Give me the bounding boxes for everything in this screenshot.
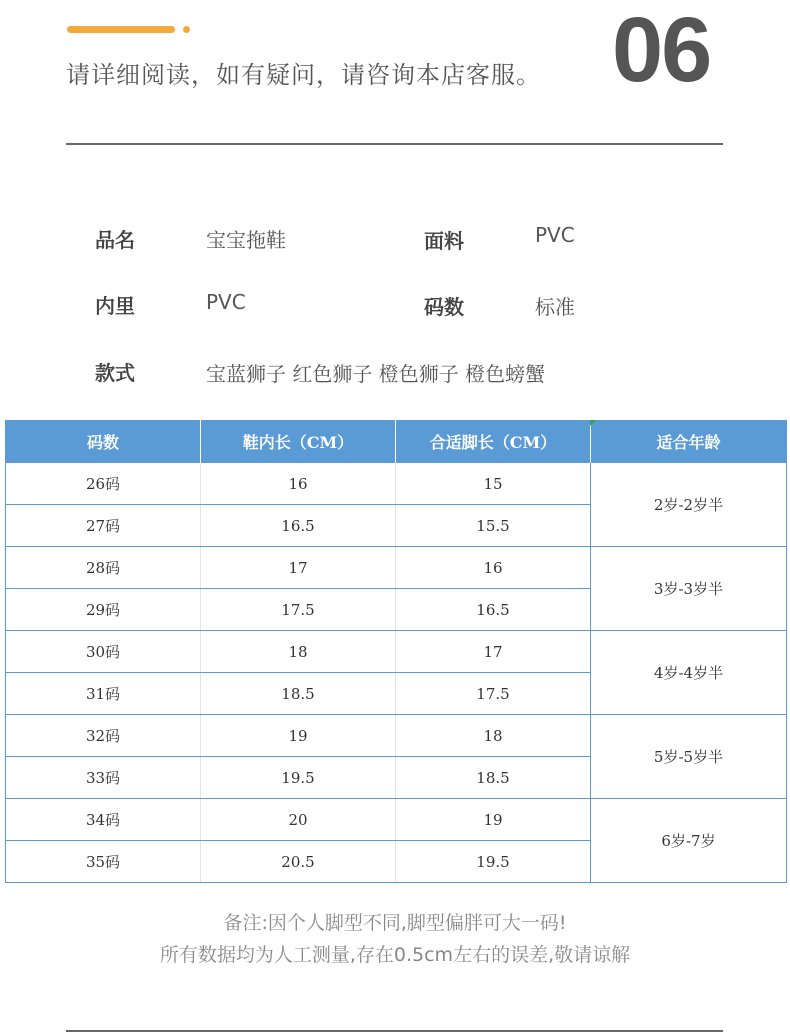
- table-row: [6, 547, 787, 589]
- size-value: 标准: [535, 295, 575, 319]
- cell-size: 30码: [6, 631, 201, 673]
- top-divider: [66, 143, 723, 145]
- cell-inner-length: 18: [201, 631, 396, 673]
- cell-age: 5岁-5岁半: [591, 715, 787, 799]
- note-line-1: 备注:因个人脚型不同,脚型偏胖可大一码!: [223, 912, 567, 934]
- notice-text: 请详细阅读，如有疑问，请咨询本店客服。: [66, 61, 541, 89]
- cell-inner-length: 16.5: [201, 505, 396, 547]
- column-header-age: 适合年龄: [591, 420, 787, 463]
- lining-value: PVC: [206, 290, 246, 314]
- cell-inner-length: 19: [201, 715, 396, 757]
- column-header-size: 码数: [6, 420, 201, 463]
- lining-label: 内里: [95, 294, 135, 318]
- product-name-label: 品名: [95, 228, 135, 252]
- cell-inner-length: 19.5: [201, 757, 396, 799]
- cell-age: 4岁-4岁半: [591, 631, 787, 715]
- table-row: [6, 631, 787, 673]
- cell-foot-length: 15.5: [396, 505, 591, 547]
- cell-size: 26码: [6, 463, 201, 505]
- cell-foot-length: 16.5: [396, 589, 591, 631]
- table-row: [6, 715, 787, 757]
- table-row: [6, 799, 787, 841]
- cell-foot-length: 16: [396, 547, 591, 589]
- cell-age: 3岁-3岁半: [591, 547, 787, 631]
- cell-foot-length: 19: [396, 799, 591, 841]
- note-line-2: 所有数据均为人工测量,存在0.5cm左右的误差,敬请谅解: [159, 944, 631, 966]
- size-label: 码数: [424, 295, 464, 319]
- cell-size: 33码: [6, 757, 201, 799]
- cell-size: 32码: [6, 715, 201, 757]
- cell-foot-length: 17: [396, 631, 591, 673]
- cell-inner-length: 18.5: [201, 673, 396, 715]
- cell-age: 6岁-7岁: [591, 799, 787, 883]
- cell-age: 2岁-2岁半: [591, 463, 787, 547]
- size-chart-table: [5, 420, 787, 883]
- bottom-divider: [66, 1030, 723, 1032]
- product-name-value: 宝宝拖鞋: [206, 228, 286, 252]
- cell-size: 29码: [6, 589, 201, 631]
- cell-foot-length: 15: [396, 463, 591, 505]
- cell-inner-length: 20.5: [201, 841, 396, 883]
- style-value: 宝蓝狮子 红色狮子 橙色狮子 橙色螃蟹: [206, 362, 546, 386]
- cell-size: 34码: [6, 799, 201, 841]
- cell-foot-length: 18: [396, 715, 591, 757]
- corner-marker: [590, 420, 596, 426]
- column-header-inner-length: 鞋内长（CM）: [201, 420, 396, 463]
- style-label: 款式: [95, 361, 135, 385]
- accent-dot: [183, 26, 190, 33]
- cell-foot-length: 17.5: [396, 673, 591, 715]
- cell-inner-length: 20: [201, 799, 396, 841]
- accent-line: [67, 26, 175, 33]
- cell-foot-length: 18.5: [396, 757, 591, 799]
- material-label: 面料: [424, 229, 464, 253]
- cell-size: 27码: [6, 505, 201, 547]
- material-value: PVC: [535, 223, 575, 247]
- cell-foot-length: 19.5: [396, 841, 591, 883]
- table-header-row: [6, 420, 787, 463]
- column-header-foot-length: 合适脚长（CM）: [396, 420, 591, 463]
- cell-inner-length: 16: [201, 463, 396, 505]
- cell-inner-length: 17.5: [201, 589, 396, 631]
- cell-size: 28码: [6, 547, 201, 589]
- table-row: [6, 463, 787, 505]
- cell-inner-length: 17: [201, 547, 396, 589]
- section-number: 06: [612, 0, 711, 101]
- cell-size: 35码: [6, 841, 201, 883]
- cell-size: 31码: [6, 673, 201, 715]
